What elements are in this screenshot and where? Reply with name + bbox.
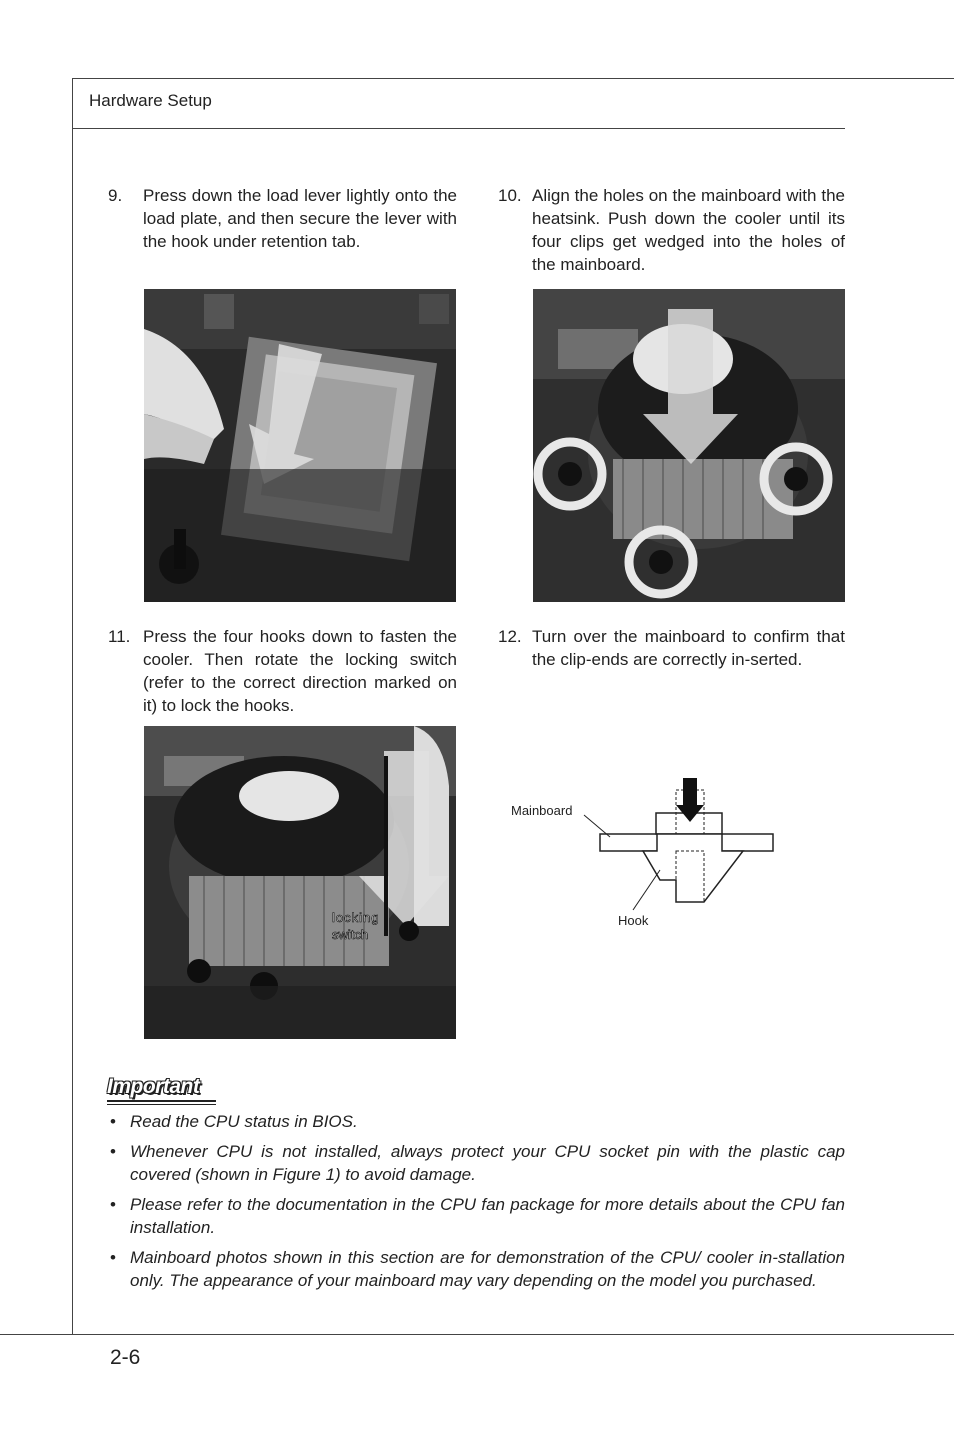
header-rule xyxy=(72,128,845,129)
footer-rule xyxy=(0,1334,954,1335)
important-item xyxy=(110,1110,845,1133)
step-text: Press the four hooks down to fasten the cooler. Then rotate the locking switch (refer to the correct direction marked on it) to lock the hooks. xyxy=(143,627,457,715)
photo-align-holes xyxy=(533,289,845,602)
important-item-text: Whenever CPU is not installed, always protect your CPU socket pin with the plastic cap covered (shown in Figure 1) to avoid damage. xyxy=(130,1142,845,1184)
step-11 xyxy=(108,625,457,720)
frame-left-rule xyxy=(72,78,73,1334)
step-number: 11. xyxy=(108,627,131,646)
step-12 xyxy=(498,625,845,697)
important-underline xyxy=(107,1100,216,1102)
important-item xyxy=(110,1246,845,1292)
photo-locking-switch xyxy=(144,726,456,1039)
step-number: 9. xyxy=(108,186,123,205)
important-list xyxy=(110,1110,845,1299)
bullet-icon: • xyxy=(110,1142,116,1161)
bullet-icon: • xyxy=(110,1112,116,1131)
important-item-text: Read the CPU status in BIOS. xyxy=(130,1112,358,1131)
section-header: Hardware Setup xyxy=(89,91,212,110)
important-underline-thin xyxy=(107,1104,216,1105)
frame-top-rule xyxy=(72,78,954,79)
mainboard-label: Mainboard xyxy=(511,803,573,818)
step-10 xyxy=(498,184,845,279)
step-number: 10. xyxy=(498,186,522,205)
important-item xyxy=(110,1193,845,1239)
important-item-text: Mainboard photos shown in this section are for demonstration of the CPU/ cooler in-stallation only. The appearance of your mainboard may vary depending on the model you purchased. xyxy=(130,1248,845,1290)
hook-label: Hook xyxy=(618,913,649,928)
photo-load-lever xyxy=(144,289,456,602)
step-text: Press down the load lever lightly onto the load plate, and then secure the lever with the hook under retention tab. xyxy=(143,186,457,251)
important-item xyxy=(110,1140,845,1186)
step-number: 12. xyxy=(498,627,522,646)
step-text: Turn over the mainboard to confirm that the clip-ends are correctly in-serted. xyxy=(532,627,845,669)
step-text: Align the holes on the mainboard with the heatsink. Push down the cooler until its four clips get wedged into the holes of the mainboard. xyxy=(532,186,845,274)
important-item-text: Please refer to the documentation in the CPU fan package for more details about the CPU fan installation. xyxy=(130,1195,845,1237)
hook-diagram xyxy=(500,770,790,940)
locking-switch-label-line2: switch xyxy=(332,927,369,942)
page-number: 2-6 xyxy=(110,1346,141,1369)
step-9 xyxy=(108,184,457,279)
locking-switch-label-line1: locking xyxy=(332,910,380,925)
bullet-icon: • xyxy=(110,1195,116,1214)
important-heading: Important xyxy=(107,1075,200,1098)
bullet-icon: • xyxy=(110,1248,116,1267)
